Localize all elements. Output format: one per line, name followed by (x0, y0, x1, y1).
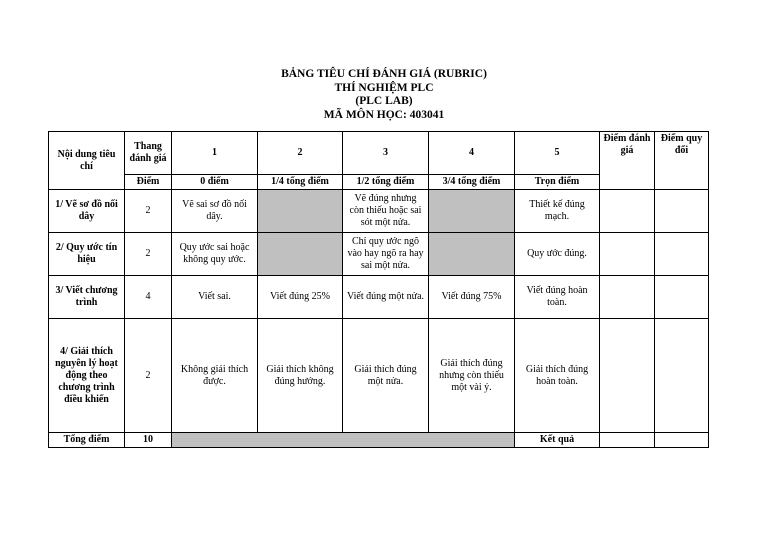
title-line-4: MÃ MÔN HỌC: 403041 (323, 108, 445, 121)
level-4-cell (429, 233, 515, 276)
level-3-cell: Giải thích đúng một nửa. (343, 319, 429, 433)
level-2-cell: Giải thích không đúng hướng. (258, 319, 343, 433)
level-4-cell: Viết đúng 75% (429, 276, 515, 319)
level-5-cell: Viết đúng hoàn toàn. (515, 276, 600, 319)
criterion-cell: 3/ Viết chương trình (49, 276, 125, 319)
header-row (49, 132, 709, 175)
total-value: 10 (125, 433, 172, 448)
title-line-2: THÍ NGHIỆM PLC (334, 81, 434, 94)
scale-cell: 4 (125, 276, 172, 319)
level-points-3: 1/2 tổng điểm (343, 175, 429, 190)
score-eval-cell[interactable] (600, 319, 655, 433)
score-conv-cell[interactable] (655, 276, 709, 319)
title-line-3: (PLC LAB) (355, 95, 413, 107)
level-5-cell: Quy ước đúng. (515, 233, 600, 276)
scale-cell: 2 (125, 319, 172, 433)
level-2-cell (258, 233, 343, 276)
score-eval-cell[interactable] (600, 190, 655, 233)
score-eval-cell[interactable] (600, 276, 655, 319)
scale-cell: 2 (125, 190, 172, 233)
level-5-cell: Giải thích đúng hoàn toàn. (515, 319, 600, 433)
header-score-eval: Điểm đánh giá (600, 132, 655, 190)
level-points-2: 1/4 tổng điểm (258, 175, 343, 190)
level-1-cell: Không giải thích được. (172, 319, 258, 433)
header-level-2: 2 (258, 132, 343, 175)
level-2-cell (258, 190, 343, 233)
table-row (49, 276, 709, 319)
level-3-cell: Viết đúng một nửa. (343, 276, 429, 319)
criterion-cell: 2/ Quy ước tín hiệu (49, 233, 125, 276)
level-points-1: 0 điểm (172, 175, 258, 190)
score-conv-cell[interactable] (655, 233, 709, 276)
scale-cell: 2 (125, 233, 172, 276)
rubric-table (48, 131, 709, 448)
table-row (49, 319, 709, 433)
level-4-cell (429, 190, 515, 233)
header-content: Nội dung tiêu chí (49, 132, 125, 190)
level-3-cell: Chỉ quy ước ngõ vào hay ngõ ra hay sai một nửa. (343, 233, 429, 276)
score-conv-cell[interactable] (655, 319, 709, 433)
header-level-5: 5 (515, 132, 600, 175)
total-grey-span (172, 433, 515, 448)
points-label: Điểm (125, 175, 172, 190)
level-4-cell: Giải thích đúng nhưng còn thiếu một vài ý. (429, 319, 515, 433)
level-3-cell: Vẽ đúng nhưng còn thiếu hoặc sai sót một nửa. (343, 190, 429, 233)
level-points-4: 3/4 tổng điểm (429, 175, 515, 190)
level-1-cell: Quy ước sai hoặc không quy ước. (172, 233, 258, 276)
header-level-4: 4 (429, 132, 515, 175)
total-row (49, 433, 709, 448)
score-conv-cell[interactable] (655, 190, 709, 233)
title-line-1: BẢNG TIÊU CHÍ ĐÁNH GIÁ (RUBRIC) (281, 68, 487, 80)
level-1-cell: Vẽ sai sơ đồ nối dây. (172, 190, 258, 233)
result-eval-cell[interactable] (600, 433, 655, 448)
criterion-cell: 1/ Vẽ sơ đồ nối dây (49, 190, 125, 233)
table-row (49, 190, 709, 233)
header-score-conv: Điểm quy đổi (655, 132, 709, 190)
result-label: Kết quả (515, 433, 600, 448)
level-1-cell: Viết sai. (172, 276, 258, 319)
level-points-5: Trọn điểm (515, 175, 600, 190)
table-row (49, 233, 709, 276)
header-level-1: 1 (172, 132, 258, 175)
header-scale: Thang đánh giá (125, 132, 172, 175)
result-conv-cell[interactable] (655, 433, 709, 448)
header-level-3: 3 (343, 132, 429, 175)
document-title (0, 68, 768, 122)
level-2-cell: Viết đúng 25% (258, 276, 343, 319)
criterion-cell: 4/ Giải thích nguyên lý hoạt động theo chương trình điều khiển (49, 319, 125, 433)
score-eval-cell[interactable] (600, 233, 655, 276)
total-label: Tổng điểm (49, 433, 125, 448)
level-5-cell: Thiết kế đúng mạch. (515, 190, 600, 233)
